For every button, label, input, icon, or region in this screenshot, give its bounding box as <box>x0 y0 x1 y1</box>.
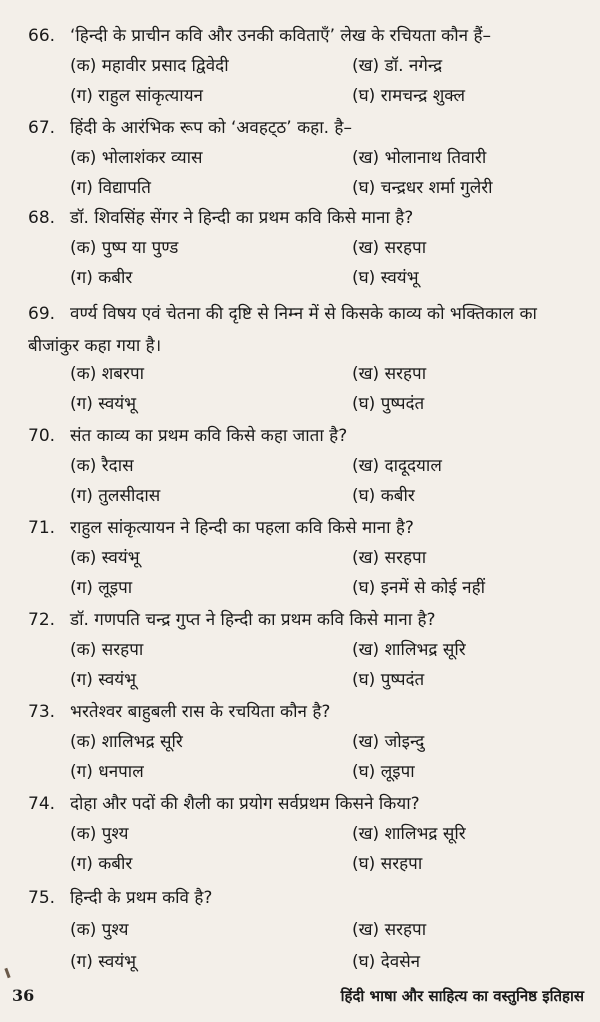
book-title: हिंदी भाषा और साहित्य का वस्तुनिष्ठ इतिहास <box>340 987 584 1005</box>
option-gha: (घ) स्वयंभू <box>352 268 419 288</box>
option-gha: (घ) पुष्पदंत <box>352 394 425 414</box>
option-kha: (ख) सरहपा <box>352 364 427 384</box>
question-number: 70. <box>28 426 56 446</box>
option-ga: (ग) स्वयंभू <box>70 394 137 414</box>
option-gha: (घ) रामचन्द्र शुक्ल <box>352 86 466 106</box>
option-gha: (घ) देवसेन <box>352 952 421 972</box>
option-gha: (घ) कबीर <box>352 486 415 506</box>
option-gha: (घ) सरहपा <box>352 854 423 874</box>
question-text: 75. हिन्दी के प्रथम कवि है? <box>28 888 213 908</box>
question-text: 74. दोहा और पदों की शैली का प्रयोग सर्वप्रथम किसने किया? <box>28 794 420 814</box>
option-ga: (ग) तुलसीदास <box>70 486 161 506</box>
option-ga: (ग) विद्यापति <box>70 178 151 198</box>
page-footer <box>0 986 600 1016</box>
option-kha: (ख) भोलानाथ तिवारी <box>352 148 487 168</box>
question-text: 69. वर्ण्य विषय एवं चेतना की दृष्टि से निम्न में से किसके काव्य को भक्तिकाल का बीजांकुर कहा गया है। <box>28 298 590 362</box>
page-mark <box>4 968 10 978</box>
option-ga: (ग) कबीर <box>70 854 133 874</box>
option-kha: (ख) डॉ. नगेन्द्र <box>352 56 443 76</box>
option-ka: (क) शबरपा <box>70 364 145 384</box>
question-number: 75. <box>28 888 56 908</box>
question-number: 67. <box>28 118 56 138</box>
option-kha: (ख) शालिभद्र सूरि <box>352 640 466 660</box>
option-ga: (ग) लूइपा <box>70 578 133 598</box>
question-text: 72. डॉ. गणपति चन्द्र गुप्त ने हिन्दी का प्रथम कवि किसे माना है? <box>28 610 436 630</box>
page-number: 36 <box>12 986 35 1005</box>
question-text: 67. हिंदी के आरंभिक रूप को ‘अवहट्‌ठ’ कहा. है– <box>28 118 352 138</box>
option-kha: (ख) सरहपा <box>352 238 427 258</box>
option-ga: (ग) धनपाल <box>70 762 144 782</box>
question-number: 66. <box>28 26 56 46</box>
option-ka: (क) पुश्य <box>70 824 129 844</box>
option-ka: (क) पुश्य <box>70 920 129 940</box>
option-ga: (ग) स्वयंभू <box>70 952 137 972</box>
option-ga: (ग) राहुल सांकृत्यायन <box>70 86 203 106</box>
option-kha: (ख) जोइन्दु <box>352 732 425 752</box>
option-ka: (क) पुष्प या पुण्ड <box>70 238 179 258</box>
question-number: 73. <box>28 702 56 722</box>
option-ka: (क) स्वयंभू <box>70 548 140 568</box>
option-kha: (ख) सरहपा <box>352 548 427 568</box>
option-ga: (ग) कबीर <box>70 268 133 288</box>
option-ga: (ग) स्वयंभू <box>70 670 137 690</box>
question-text: 71. राहुल सांकृत्यायन ने हिन्दी का पहला कवि किसे माना है? <box>28 518 414 538</box>
option-kha: (ख) दादूदयाल <box>352 456 442 476</box>
option-ka: (क) रैदास <box>70 456 134 476</box>
question-number: 72. <box>28 610 56 630</box>
option-gha: (घ) चन्द्रधर शर्मा गुलेरी <box>352 178 493 198</box>
question-number: 68. <box>28 208 56 228</box>
option-gha: (घ) इनमें से कोई नहीं <box>352 578 486 598</box>
question-number: 74. <box>28 794 56 814</box>
option-kha: (ख) शालिभद्र सूरि <box>352 824 466 844</box>
question-text: 73. भरतेश्वर बाहुबली रास के रचयिता कौन है? <box>28 702 331 722</box>
question-text: 70. संत काव्य का प्रथम कवि किसे कहा जाता है? <box>28 426 348 446</box>
option-kha: (ख) सरहपा <box>352 920 427 940</box>
option-gha: (घ) लूइपा <box>352 762 415 782</box>
question-text: 68. डॉ. शिवसिंह सेंगर ने हिन्दी का प्रथम कवि किसे माना है? <box>28 208 414 228</box>
question-number: 71. <box>28 518 56 538</box>
question-number: 69. <box>28 304 56 324</box>
option-ka: (क) शालिभद्र सूरि <box>70 732 183 752</box>
option-ka: (क) महावीर प्रसाद द्विवेदी <box>70 56 229 76</box>
option-ka: (क) भोलाशंकर व्यास <box>70 148 203 168</box>
option-gha: (घ) पुष्पदंत <box>352 670 425 690</box>
option-ka: (क) सरहपा <box>70 640 144 660</box>
question-text: 66. ‘हिन्दी के प्राचीन कवि और उनकी कविताएँ’ लेख के रचियता कौन हैं– <box>28 26 492 46</box>
